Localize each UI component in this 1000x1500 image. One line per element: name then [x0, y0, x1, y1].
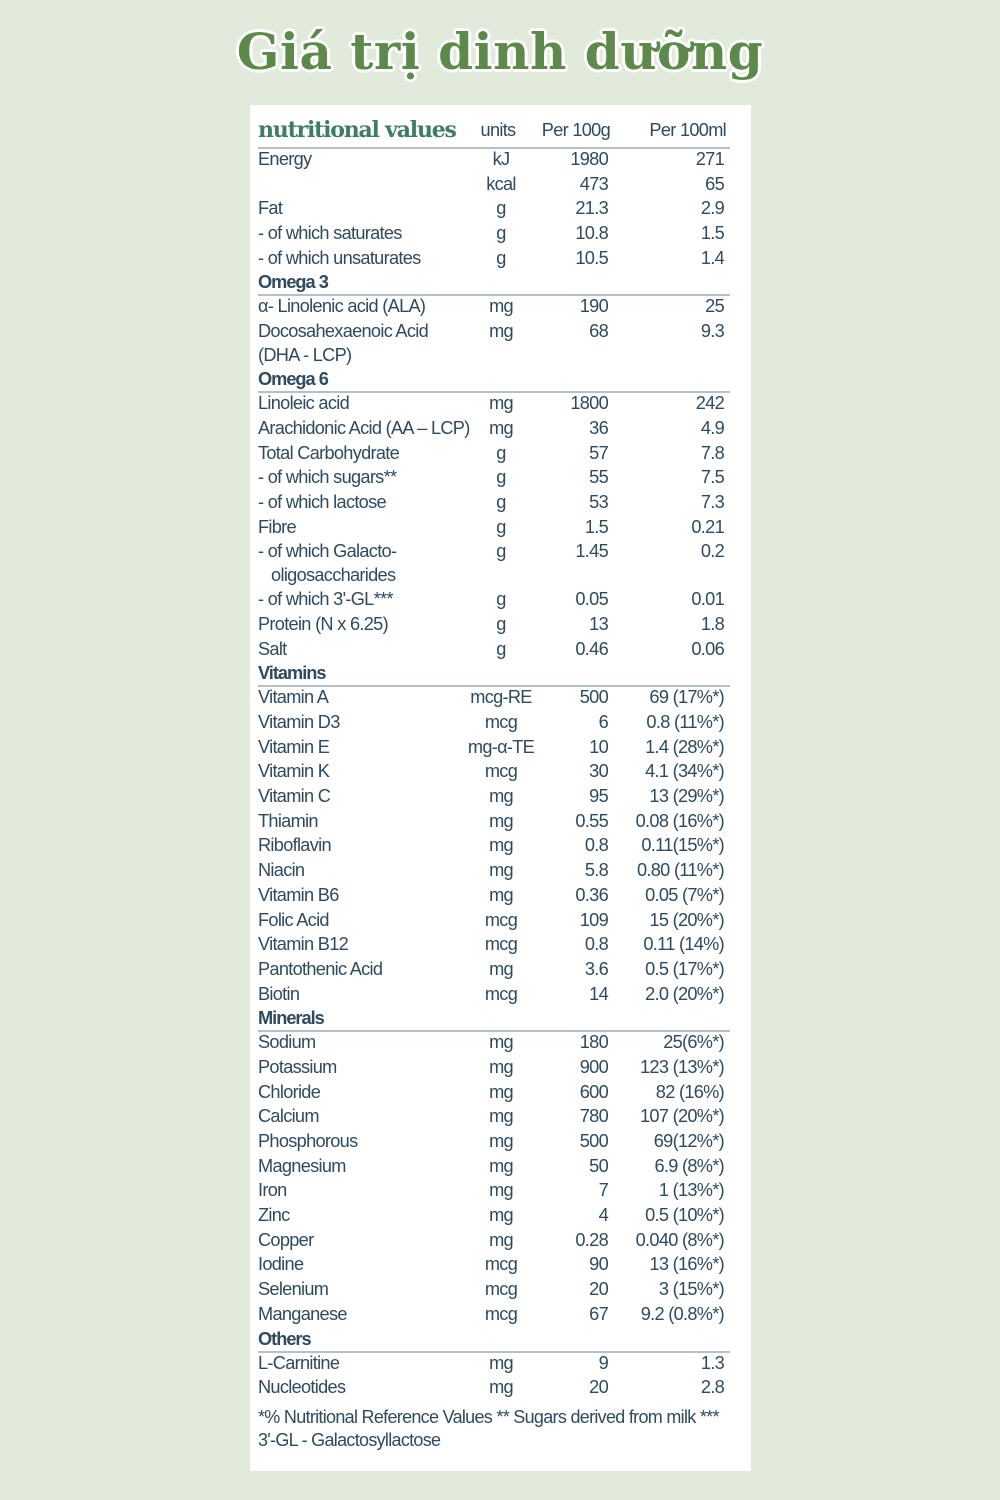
value-per-100ml: 82 (16%)	[655, 1081, 724, 1102]
nutrient-unit: mg	[489, 417, 513, 438]
value-per-100ml: 0.01	[691, 589, 724, 610]
value-per-100g: 600	[579, 1081, 608, 1102]
nutrient-unit: mg	[489, 1131, 513, 1151]
nutrient-name: Vitamin B6	[258, 884, 339, 905]
value-per-100ml: 7.8	[700, 442, 724, 463]
value-per-100g: 500	[579, 1131, 608, 1151]
value-per-100g: 0.46	[575, 638, 608, 659]
table-row	[258, 1279, 733, 1304]
nutrient-name: Docosahexaenoic Acid	[258, 321, 429, 342]
value-per-100g: 1.5	[584, 516, 608, 537]
table-row	[258, 1254, 733, 1279]
table-row	[258, 1131, 733, 1156]
nutrient-name: Copper	[258, 1229, 314, 1250]
value-per-100g: 36	[589, 417, 608, 438]
value-per-100ml: 123 (13%*)	[640, 1056, 724, 1077]
table-row	[258, 1304, 733, 1329]
nutrient-name: Vitamin C	[258, 786, 331, 807]
value-per-100g: 95	[589, 786, 608, 807]
value-per-100g: 20	[589, 1377, 608, 1398]
nutrient-unit: g	[496, 541, 506, 562]
value-per-100ml: 4.9	[700, 417, 724, 438]
nutrient-name: Niacin	[258, 860, 305, 881]
table-row	[258, 786, 733, 811]
nutrient-name: Vitamin E	[258, 736, 330, 757]
table-row	[258, 639, 733, 664]
value-per-100g: 5.8	[584, 860, 608, 881]
value-per-100ml: 1 (13%*)	[658, 1180, 724, 1201]
table-row	[258, 934, 733, 959]
value-per-100g: 20	[589, 1279, 608, 1300]
value-per-100g: 53	[589, 491, 608, 512]
nutrient-unit: g	[496, 247, 506, 268]
value-per-100g: 109	[579, 909, 608, 930]
nutrient-name: Magnesium	[258, 1155, 346, 1176]
table-row	[258, 687, 733, 712]
table-row	[258, 712, 733, 737]
nutrient-unit: g	[496, 223, 506, 244]
nutrient-name: Potassium	[258, 1056, 337, 1077]
nutrient-name: L-Carnitine	[258, 1352, 340, 1373]
value-per-100ml: 107 (20%*)	[640, 1106, 724, 1127]
value-per-100ml: 6.9 (8%*)	[654, 1155, 724, 1176]
table-row	[258, 1057, 733, 1082]
nutrient-name: - of which unsaturates	[258, 247, 421, 268]
value-per-100g: 4	[598, 1205, 608, 1226]
table-row	[258, 248, 733, 273]
table-row	[258, 174, 733, 199]
nutrient-unit: mcg	[484, 712, 518, 732]
nutrient-unit: mcg	[484, 983, 518, 1004]
nutrient-name: Total Carbohydrate	[258, 442, 400, 463]
nutrient-name: Fibre	[258, 516, 296, 537]
value-per-100g: 10	[589, 736, 608, 757]
value-per-100g: 0.8	[584, 835, 608, 856]
value-per-100g: 55	[589, 467, 608, 488]
value-per-100g: 13	[589, 613, 608, 634]
nutrient-unit: mg	[489, 810, 513, 831]
table-row	[258, 1106, 733, 1131]
nutrient-unit: mcg	[484, 1279, 518, 1300]
nutrient-name: Sodium	[258, 1032, 316, 1053]
table-row	[258, 589, 733, 614]
value-per-100ml: 1.4	[700, 247, 724, 268]
value-per-100ml: 0.21	[691, 516, 724, 537]
value-per-100g: 10.8	[575, 223, 608, 244]
value-per-100ml: 242	[695, 393, 724, 414]
value-per-100ml: 0.08 (16%*)	[635, 810, 724, 831]
value-per-100ml: 2.0 (20%*)	[645, 983, 724, 1004]
nutrient-name: Vitamin B12	[258, 934, 349, 955]
nutrient-name: Pantothenic Acid	[258, 958, 383, 979]
nutrient-unit: mg-α-TE	[467, 736, 535, 757]
table-row	[258, 296, 733, 321]
nutrient-unit: mg	[489, 1180, 513, 1201]
nutrient-name: Zinc	[258, 1205, 290, 1226]
value-per-100ml: 0.05 (7%*)	[645, 884, 724, 905]
value-per-100ml: 2.9	[700, 198, 724, 219]
value-per-100g: 1800	[570, 393, 608, 414]
nutrient-name: - of which lactose	[258, 491, 386, 512]
value-per-100g: 0.05	[575, 589, 608, 610]
value-per-100ml: 0.2	[700, 541, 724, 562]
nutrient-unit: mg	[489, 884, 513, 905]
header-per-100ml: Per 100ml	[649, 120, 726, 140]
table-row	[258, 418, 733, 443]
nutrient-unit: mg	[489, 1032, 513, 1053]
table-row	[258, 984, 733, 1009]
nutrient-name: Phosphorous	[258, 1131, 358, 1151]
value-per-100g: 0.8	[584, 934, 608, 955]
table-row	[258, 223, 733, 248]
nutrient-unit: kcal	[486, 173, 516, 194]
value-per-100g: 50	[589, 1155, 608, 1176]
table-body	[258, 149, 733, 1402]
nutrient-name: Iodine	[258, 1254, 304, 1275]
nutrient-unit: mcg	[484, 1254, 518, 1275]
value-per-100ml: 25	[705, 296, 724, 317]
value-per-100g: 3.6	[584, 958, 608, 979]
nutrient-unit: mcg-RE	[470, 687, 532, 708]
value-per-100g: 0.28	[575, 1229, 608, 1250]
table-row	[258, 541, 733, 589]
nutrient-unit: mg	[489, 1155, 513, 1176]
value-per-100g: 0.36	[575, 884, 608, 905]
value-per-100ml: 0.11 (14%)	[643, 934, 724, 955]
section-heading: Others	[258, 1328, 311, 1349]
value-per-100g: 0.55	[575, 810, 608, 831]
nutrient-name: Folic Acid	[258, 909, 329, 930]
nutrient-unit: g	[496, 467, 506, 488]
nutrient-name: - of which Galacto-	[258, 541, 397, 562]
table-row	[258, 885, 733, 910]
table-row	[258, 1180, 733, 1205]
nutrient-unit: g	[496, 638, 506, 659]
nutrient-name: Manganese	[258, 1303, 347, 1324]
nutrient-name: Calcium	[258, 1106, 319, 1127]
footnote: *% Nutritional Reference Values ** Sugars derived from milk *** 3'-GL - Galactosyllactose	[258, 1406, 719, 1450]
nutrient-name-cont: oligosaccharides	[258, 565, 396, 586]
nutrient-name: α- Linolenic acid (ALA)	[258, 296, 426, 317]
table-row	[258, 910, 733, 935]
section-heading: Omega 3	[258, 272, 328, 293]
header-per-100g: Per 100g	[541, 120, 610, 140]
table-row	[258, 517, 733, 542]
nutrient-unit: mg	[489, 1205, 513, 1226]
nutrient-name: Selenium	[258, 1279, 329, 1300]
value-per-100ml: 9.2 (0.8%*)	[640, 1303, 724, 1324]
table-row	[258, 492, 733, 517]
nutrient-unit: mg	[489, 860, 513, 881]
value-per-100ml: 4.1 (34%*)	[645, 761, 724, 782]
value-per-100ml: 0.040 (8%*)	[635, 1229, 724, 1250]
value-per-100g: 900	[579, 1056, 608, 1077]
nutrient-unit: g	[496, 589, 506, 610]
value-per-100ml: 69(12%*)	[653, 1131, 724, 1151]
table-row	[258, 1230, 733, 1255]
table-row	[258, 1377, 733, 1402]
nutrient-unit: mg	[489, 321, 513, 342]
nutrient-unit: mg	[489, 786, 513, 807]
nutrient-unit: g	[496, 198, 506, 219]
value-per-100g: 7	[598, 1180, 608, 1201]
nutrient-unit: mcg	[484, 1303, 518, 1324]
nutrient-unit: mg	[489, 958, 513, 979]
table-row	[258, 811, 733, 836]
table-row	[258, 149, 733, 174]
value-per-100ml: 9.3	[700, 321, 724, 342]
value-per-100ml: 3 (15%*)	[658, 1279, 724, 1300]
nutrient-unit: g	[496, 516, 506, 537]
value-per-100g: 1.45	[575, 541, 608, 562]
value-per-100g: 6	[598, 712, 608, 732]
nutrition-table	[258, 117, 733, 1452]
value-per-100ml: 25(6%*)	[663, 1032, 724, 1053]
value-per-100ml: 15 (20%*)	[649, 909, 724, 930]
page-title: Giá trị dinh dưỡng	[236, 22, 764, 81]
value-per-100ml: 0.80 (11%*)	[637, 860, 724, 881]
nutrient-unit: g	[496, 491, 506, 512]
table-row	[258, 1156, 733, 1181]
table-row	[258, 467, 733, 492]
table-row	[258, 835, 733, 860]
nutrient-unit: g	[496, 613, 506, 634]
nutrient-unit: mcg	[484, 909, 518, 930]
value-per-100g: 10.5	[575, 247, 608, 268]
nutrient-name: Vitamin D3	[258, 712, 340, 732]
value-per-100ml: 1.5	[700, 223, 724, 244]
value-per-100g: 14	[589, 983, 608, 1004]
section-heading: Vitamins	[258, 663, 326, 684]
nutrient-name: - of which sugars**	[258, 467, 397, 488]
value-per-100ml: 0.8 (11%*)	[646, 712, 724, 732]
table-row	[258, 321, 733, 369]
nutrient-name: Fat	[258, 198, 283, 219]
table-row	[258, 443, 733, 468]
value-per-100g: 9	[598, 1352, 608, 1373]
nutrient-unit: mg	[489, 1229, 513, 1250]
table-row	[258, 198, 733, 223]
nutrient-unit: mg	[489, 393, 513, 414]
nutrition-card	[250, 105, 751, 1471]
value-per-100g: 780	[579, 1106, 608, 1127]
table-row	[258, 1032, 733, 1057]
table-row	[258, 1353, 733, 1378]
section-heading: Omega 6	[258, 369, 328, 390]
value-per-100ml: 0.11(15%*)	[641, 835, 724, 856]
nutrient-name: - of which 3'-GL***	[258, 589, 393, 610]
nutrient-name: Vitamin A	[258, 687, 329, 708]
nutrient-unit: mg	[489, 835, 513, 856]
table-header	[258, 117, 733, 147]
value-per-100ml: 0.5 (17%*)	[645, 958, 724, 979]
value-per-100ml: 7.3	[700, 491, 724, 512]
nutrient-name: Vitamin K	[258, 761, 330, 782]
table-row	[258, 860, 733, 885]
value-per-100ml: 1.3	[700, 1352, 724, 1373]
value-per-100ml: 1.4 (28%*)	[645, 736, 724, 757]
nutrient-name: Salt	[258, 638, 287, 659]
section-heading: Minerals	[258, 1008, 324, 1029]
value-per-100ml: 13 (16%*)	[649, 1254, 724, 1275]
nutrient-unit: mcg	[484, 934, 518, 955]
table-row	[258, 393, 733, 418]
nutrient-name: Iron	[258, 1180, 287, 1201]
nutrient-unit: mg	[489, 296, 513, 317]
nutrient-unit: mcg	[484, 761, 518, 782]
value-per-100g: 180	[579, 1032, 608, 1053]
nutrient-unit: mg	[489, 1352, 513, 1373]
value-per-100g: 67	[589, 1303, 608, 1324]
nutrient-name: Protein (N x 6.25)	[258, 613, 388, 634]
nutrient-name: Biotin	[258, 983, 300, 1004]
value-per-100g: 500	[579, 687, 608, 708]
nutrient-unit: mg	[489, 1106, 513, 1127]
nutrient-name: Linoleic acid	[258, 393, 349, 414]
nutrient-name: - of which saturates	[258, 223, 402, 244]
value-per-100g: 190	[579, 296, 608, 317]
nutrient-name: Chloride	[258, 1081, 321, 1102]
value-per-100ml: 7.5	[700, 467, 724, 488]
nutrient-unit: mg	[489, 1056, 513, 1077]
nutrient-name: Energy	[258, 149, 312, 169]
value-per-100g: 473	[579, 173, 608, 194]
header-title: nutritional values	[258, 117, 456, 143]
value-per-100ml: 69 (17%*)	[649, 687, 724, 708]
nutrient-unit: kJ	[492, 149, 510, 169]
nutrient-name: Thiamin	[258, 810, 318, 831]
table-row	[258, 761, 733, 786]
nutrient-name-cont: (DHA - LCP)	[258, 345, 352, 366]
table-row	[258, 959, 733, 984]
value-per-100ml: 65	[705, 173, 724, 194]
value-per-100g: 1980	[570, 149, 608, 169]
value-per-100g: 68	[589, 321, 608, 342]
table-row	[258, 1205, 733, 1230]
nutrient-unit: mg	[489, 1377, 513, 1398]
value-per-100ml: 271	[695, 149, 724, 169]
nutrient-name: Riboflavin	[258, 835, 331, 856]
table-row	[258, 614, 733, 639]
header-units: units	[480, 120, 516, 140]
value-per-100g: 57	[589, 442, 608, 463]
nutrient-unit: g	[496, 442, 506, 463]
value-per-100g: 30	[589, 761, 608, 782]
value-per-100ml: 1.8	[700, 613, 724, 634]
value-per-100ml: 2.8	[700, 1377, 724, 1398]
table-row	[258, 737, 733, 762]
nutrient-name: Nucleotides	[258, 1377, 346, 1398]
nutrient-name: Arachidonic Acid (AA – LCP)	[258, 417, 470, 438]
nutrient-unit: mg	[489, 1081, 513, 1102]
value-per-100g: 90	[589, 1254, 608, 1275]
value-per-100ml: 13 (29%*)	[649, 786, 724, 807]
value-per-100g: 21.3	[575, 198, 608, 219]
value-per-100ml: 0.5 (10%*)	[645, 1205, 724, 1226]
value-per-100ml: 0.06	[691, 638, 724, 659]
table-row	[258, 1082, 733, 1107]
